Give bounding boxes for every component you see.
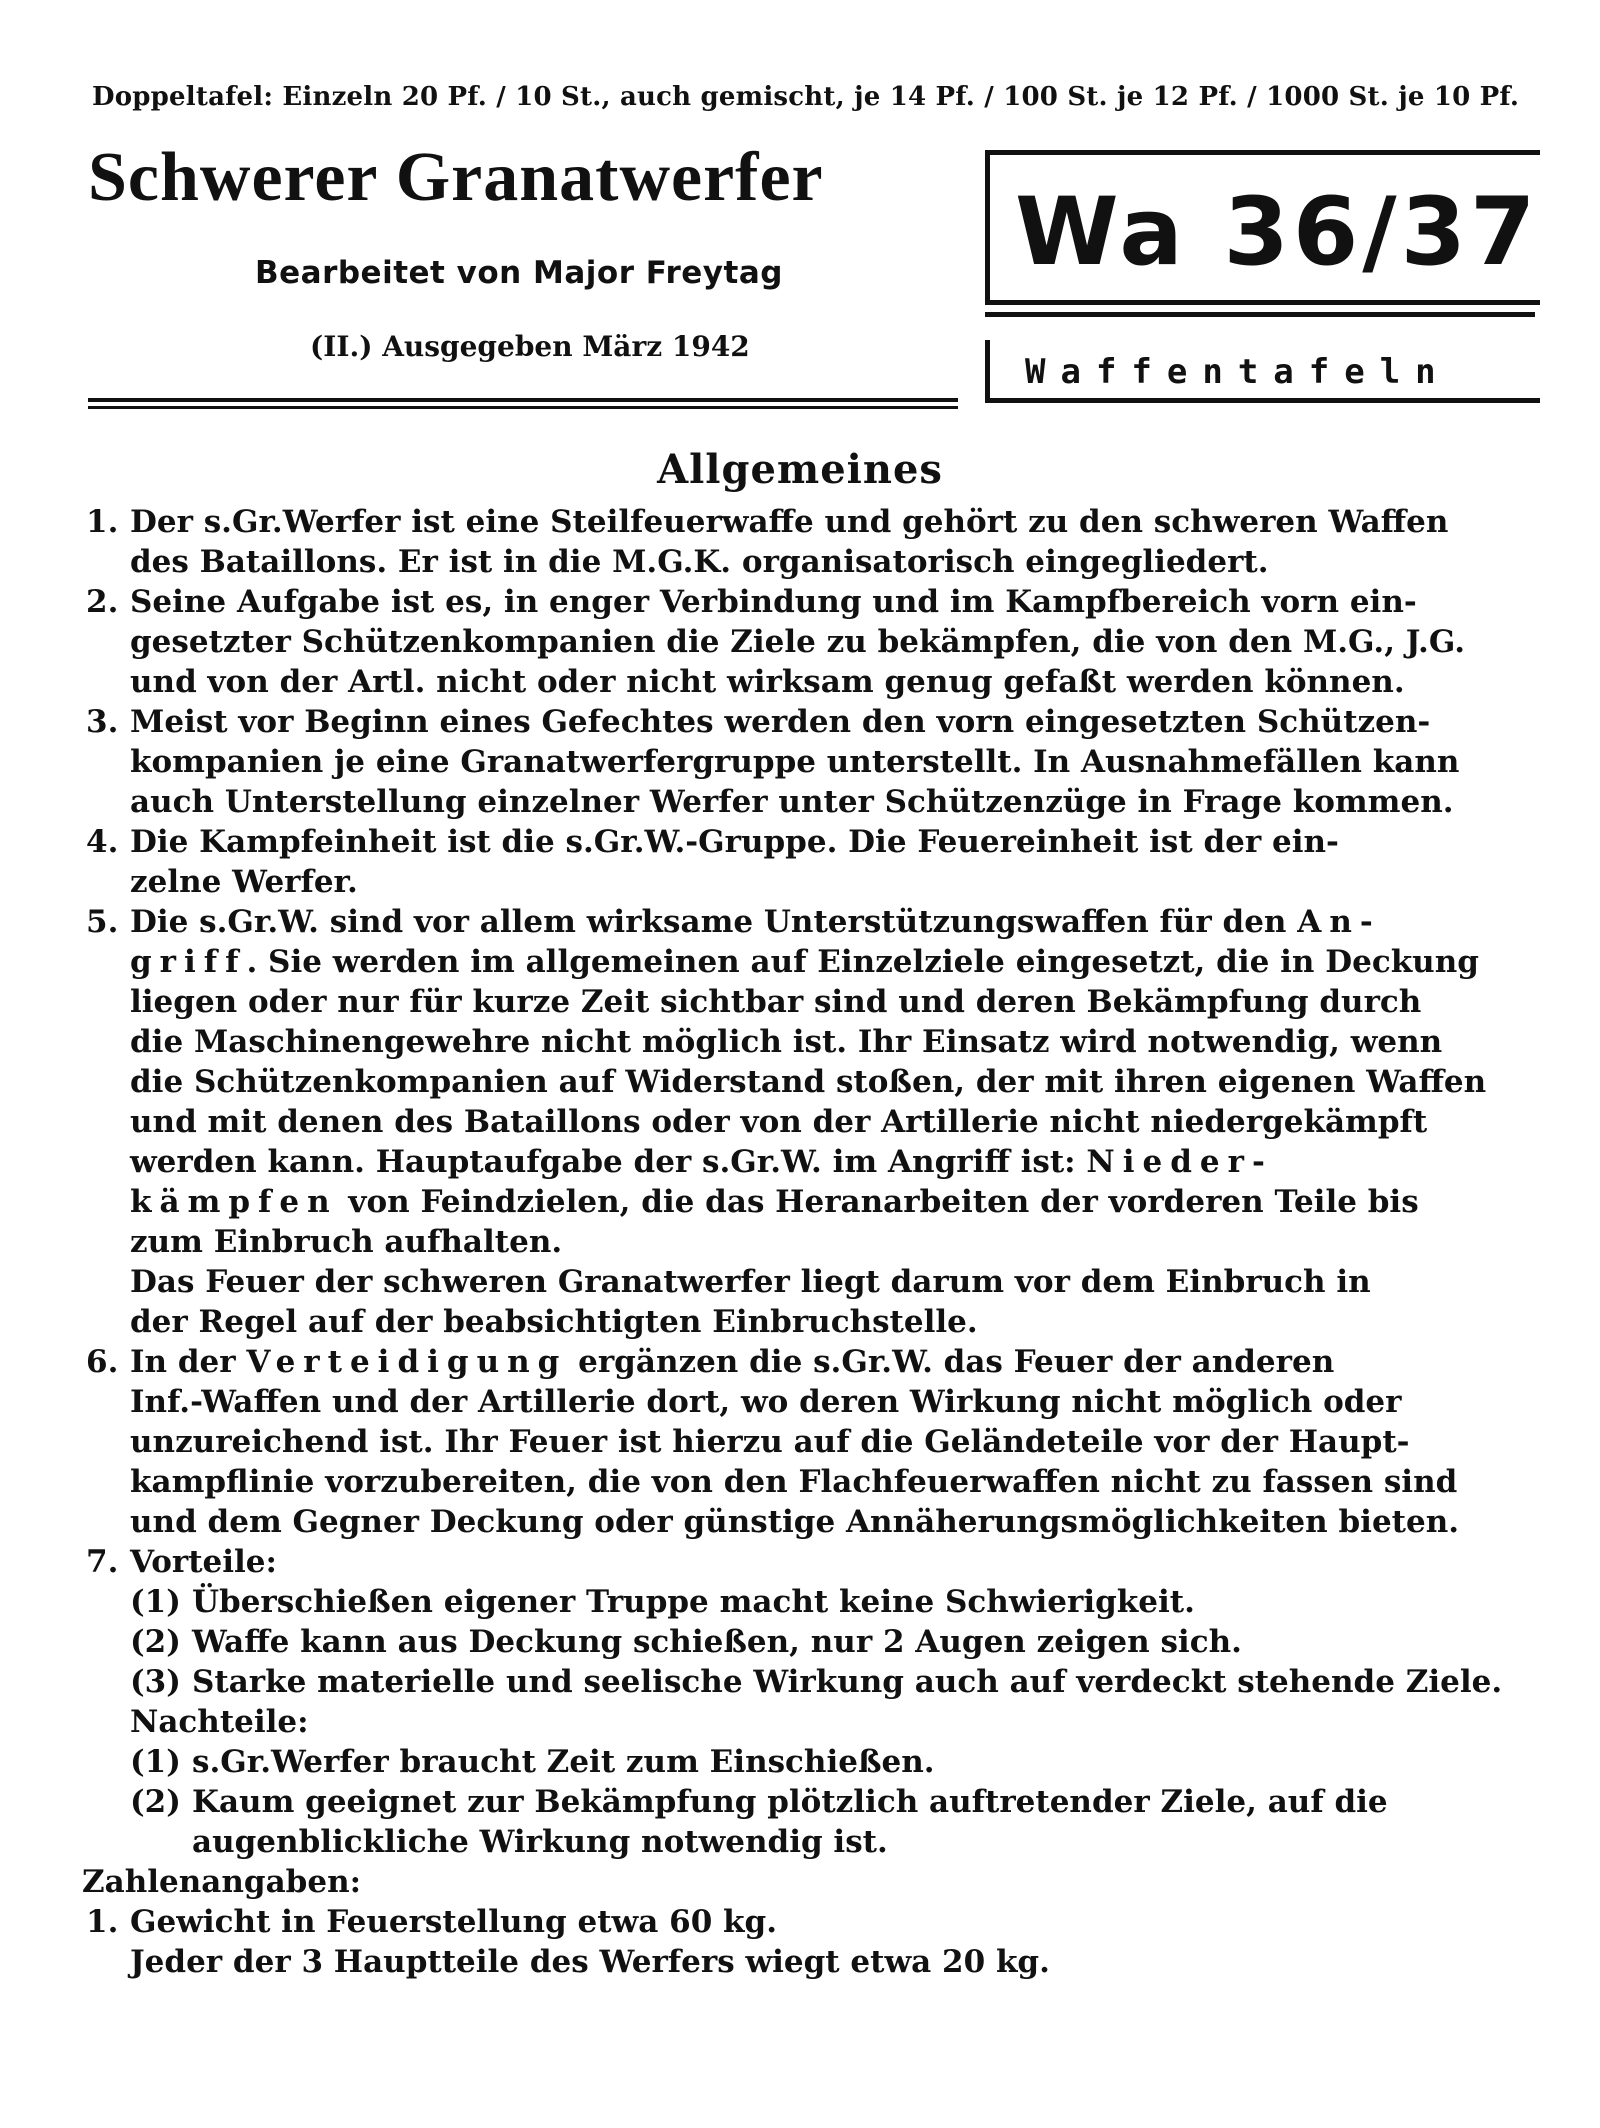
advantage-item xyxy=(82,1622,1532,1662)
item-text: Waffe kann aus Deckung schießen, nur 2 Augen zeigen sich. xyxy=(192,1624,1242,1660)
paragraph-number: 3. xyxy=(86,704,119,740)
text-line: unzureichend ist. Ihr Feuer ist hierzu auf die Geländeteile vor der Haupt- xyxy=(130,1424,1410,1460)
paragraph-number: 2. xyxy=(86,584,119,620)
text-line xyxy=(130,902,1532,942)
text-line: die Schützenkompanien auf Widerstand stoßen, der mit ihren eigenen Waffen xyxy=(130,1064,1487,1100)
text-line: Inf.-Waffen und der Artillerie dort, wo deren Wirkung nicht möglich oder xyxy=(130,1384,1402,1420)
text-line: Die Kampfeinheit ist die s.Gr.W.-Gruppe. Die Feuereinheit ist der ein- xyxy=(130,824,1339,860)
item-text: Kaum geeignet zur Bekämpfung plötzlich auftretender Ziele, auf die xyxy=(192,1784,1388,1820)
text-line: Meist vor Beginn eines Gefechtes werden den vorn eingesetzten Schützen- xyxy=(130,704,1431,740)
item-text: s.Gr.Werfer braucht Zeit zum Einschießen. xyxy=(192,1744,935,1780)
text-line: des Bataillons. Er ist in die M.G.K. organisatorisch eingegliedert. xyxy=(130,544,1269,580)
disadvantages-label: Nachteile: xyxy=(130,1704,309,1740)
emphasis-text: Verteidigung xyxy=(246,1344,568,1380)
figures-item-1 xyxy=(82,1902,1532,1982)
advantage-item xyxy=(82,1662,1532,1702)
item-text: Starke materielle und seelische Wirkung auch auf verdeckt stehende Ziele. xyxy=(192,1664,1503,1700)
text-line: Jeder der 3 Hauptteile des Werfers wiegt etwa 20 kg. xyxy=(130,1944,1050,1980)
issue-date: (II.) Ausgegeben März 1942 xyxy=(310,330,750,363)
paragraph-1 xyxy=(82,502,1532,582)
text-segment: von Feindzielen, die das Heranarbeiten der vorderen Teile bis xyxy=(337,1184,1419,1220)
text-line: der Regel auf der beabsichtigten Einbruchstelle. xyxy=(130,1304,978,1340)
text-line: auch Unterstellung einzelner Werfer unter Schützenzüge in Frage kommen. xyxy=(130,784,1454,820)
author-line: Bearbeitet von Major Freytag xyxy=(255,255,783,291)
paragraph-6 xyxy=(82,1342,1532,1542)
emphasis-text: kämpfen xyxy=(130,1184,338,1220)
text-line: und mit denen des Bataillons oder von der Artillerie nicht niedergekämpft xyxy=(130,1104,1428,1140)
text-line: Gewicht in Feuerstellung etwa 60 kg. xyxy=(130,1904,778,1940)
text-line: liegen oder nur für kurze Zeit sichtbar sind und deren Bekämpfung durch xyxy=(130,984,1422,1020)
item-number: (2) xyxy=(130,1784,181,1820)
text-line xyxy=(130,1182,1532,1222)
text-line: und von der Artl. nicht oder nicht wirksam genug gefaßt werden können. xyxy=(130,664,1405,700)
text-line: die Maschinengewehre nicht möglich ist. Ihr Einsatz wird notwendig, wenn xyxy=(130,1024,1443,1060)
item-number: (1) xyxy=(130,1584,181,1620)
badge-code: Wa 36/37 xyxy=(1015,178,1540,287)
text-segment: Die s.Gr.W. sind vor allem wirksame Unterstützungswaffen für den xyxy=(130,904,1298,940)
text-line xyxy=(130,1142,1532,1182)
text-line xyxy=(130,1342,1532,1382)
text-segment: ergänzen die s.Gr.W. das Feuer der anderen xyxy=(567,1344,1335,1380)
paragraph-2 xyxy=(82,582,1532,702)
text-line: zelne Werfer. xyxy=(130,864,358,900)
text-line: kompanien je eine Granatwerfergruppe unterstellt. In Ausnahmefällen kann xyxy=(130,744,1460,780)
paragraph-4 xyxy=(82,822,1532,902)
series-label: Waffentafeln xyxy=(1025,352,1451,392)
paragraph-number: 1. xyxy=(86,504,119,540)
figures-label: Zahlenangaben: xyxy=(82,1864,362,1900)
item-number: (2) xyxy=(130,1624,181,1660)
text-segment: werden kann. Hauptaufgabe der s.Gr.W. im Angriff ist: xyxy=(130,1144,1087,1180)
item-text: Überschießen eigener Truppe macht keine Schwierigkeit. xyxy=(192,1584,1195,1620)
paragraph-number: 1. xyxy=(86,1904,119,1940)
disadvantage-item xyxy=(82,1742,1532,1782)
text-line: Seine Aufgabe ist es, in enger Verbindung und im Kampfbereich vorn ein- xyxy=(130,584,1417,620)
text-line xyxy=(130,942,1532,982)
paragraph-number: 5. xyxy=(86,904,119,940)
text-segment: . Sie werden im allgemeinen auf Einzelziele eingesetzt, die in Deckung xyxy=(246,944,1479,980)
text-line: und dem Gegner Deckung oder günstige Annäherungsmöglichkeiten bieten. xyxy=(130,1504,1460,1540)
text-line: Das Feuer der schweren Granatwerfer liegt darum vor dem Einbruch in xyxy=(130,1264,1371,1300)
item-number: (1) xyxy=(130,1744,181,1780)
paragraph-number: 7. xyxy=(86,1544,119,1580)
emphasis-text: griff xyxy=(130,944,247,980)
text-line: kampflinie vorzubereiten, die von den Flachfeuerwaffen nicht zu fassen sind xyxy=(130,1464,1458,1500)
text-line: zum Einbruch aufhalten. xyxy=(130,1224,563,1260)
paragraph-number: 6. xyxy=(86,1344,119,1380)
text-segment: In der xyxy=(130,1344,247,1380)
disadvantage-item xyxy=(82,1782,1532,1822)
advantage-item xyxy=(82,1582,1532,1622)
text-line: augenblickliche Wirkung notwendig ist. xyxy=(192,1824,888,1860)
item-number: (3) xyxy=(130,1664,181,1700)
text-line: Der s.Gr.Werfer ist eine Steilfeuerwaffe und gehört zu den schweren Waffen xyxy=(130,504,1449,540)
paragraph-7 xyxy=(82,1542,1532,1582)
price-line: Doppeltafel: Einzeln 20 Pf. / 10 St., auch gemischt, je 14 Pf. / 100 St. je 12 Pf. / 1000 St. je 10 Pf. xyxy=(92,82,1520,112)
paragraph-number: 4. xyxy=(86,824,119,860)
document-title: Schwerer Granatwerfer xyxy=(88,139,824,216)
section-heading: Allgemeines xyxy=(657,446,943,493)
document-body xyxy=(82,502,1532,1982)
advantages-label: Vorteile: xyxy=(130,1544,277,1580)
emphasis-text: An- xyxy=(1297,904,1381,940)
title-divider xyxy=(88,398,958,409)
emphasis-text: Nieder- xyxy=(1086,1144,1273,1180)
text-line: gesetzter Schützenkompanien die Ziele zu bekämpfen, die von den M.G., J.G. xyxy=(130,624,1466,660)
badge-divider xyxy=(985,312,1535,317)
paragraph-3 xyxy=(82,702,1532,822)
paragraph-5 xyxy=(82,902,1532,1342)
